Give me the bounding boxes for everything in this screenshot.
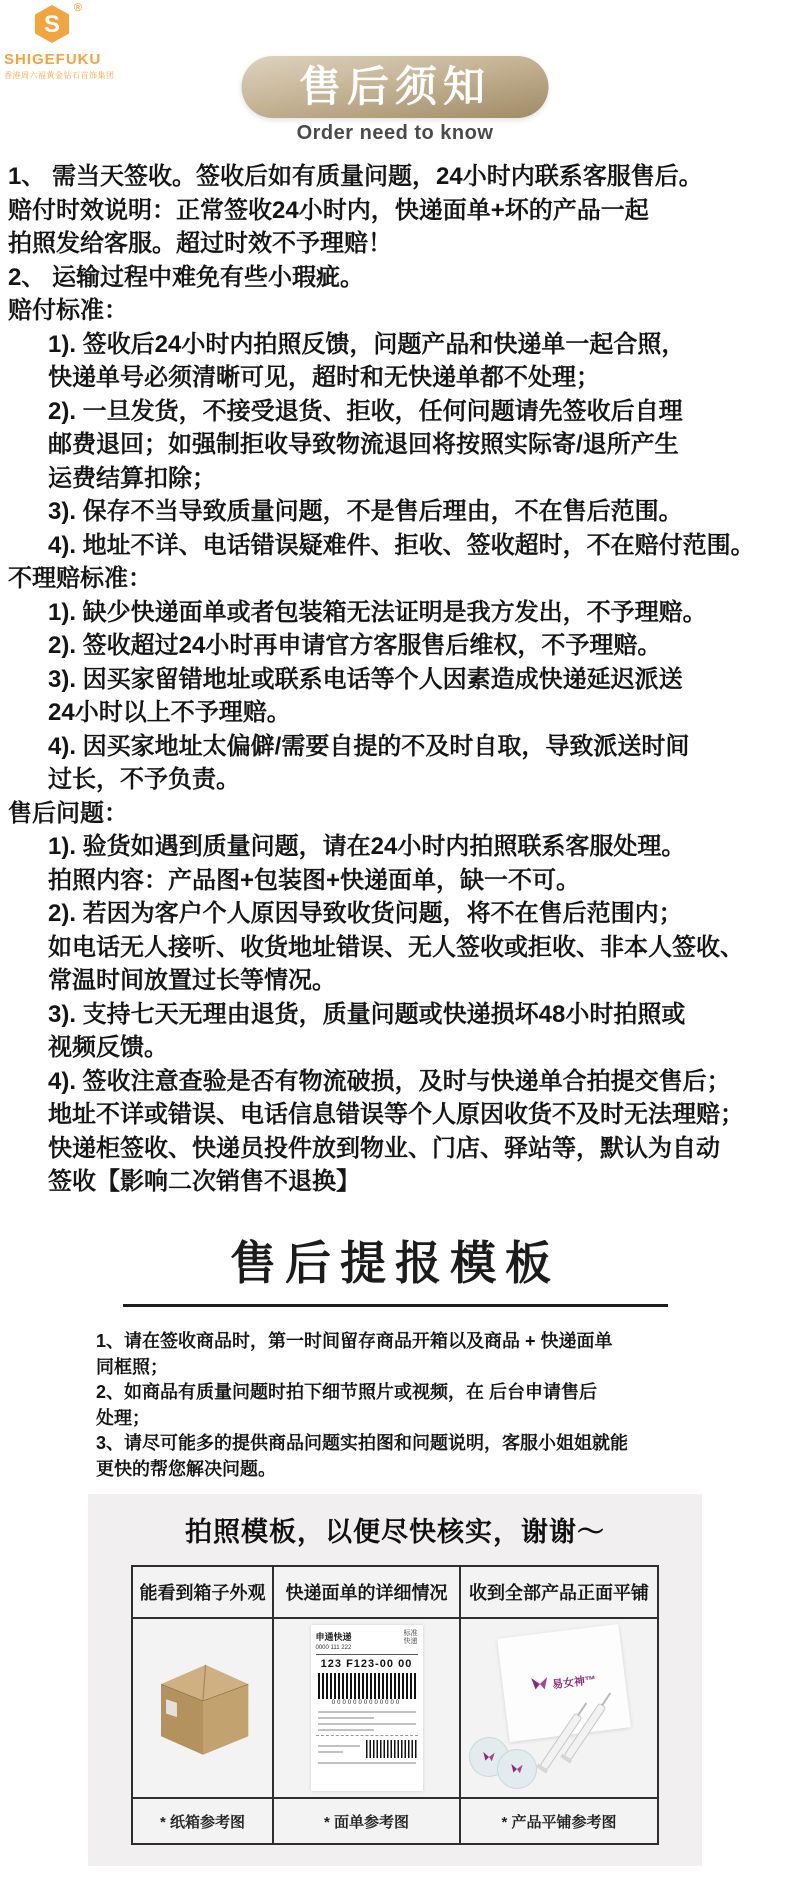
column-header-label: 快递面单的详细情况	[273, 1566, 460, 1618]
instruction-line: 处理；	[96, 1407, 150, 1428]
butterfly-logo-icon	[483, 1752, 495, 1762]
banner-subtitle: Order need to know	[296, 122, 494, 144]
photo-panel-title: 拍照模板，以便尽快核实，谢谢～	[185, 1517, 605, 1548]
instruction-line: 3、请尽可能多的提供商品问题实拍图和问题说明，客服小姐姐就能	[96, 1433, 629, 1454]
product-logo-text: 易女神™	[551, 1674, 597, 1692]
notice-line: 4). 地址不详、电话错误疑难件、拒收、签收超时，不在赔付范围。	[48, 531, 755, 559]
cardboard-box-cell	[132, 1618, 273, 1798]
notice-line: 签收【影响二次销售不退换】	[48, 1168, 360, 1195]
label-placeholder-line	[318, 1711, 416, 1713]
label-placeholder-line	[318, 1729, 374, 1731]
label-placeholder-line	[318, 1723, 416, 1725]
photo-template-table	[131, 1565, 659, 1845]
notice-line: 拍照发给客服。超过时效不予理赔！	[8, 230, 392, 257]
product-flatlay-image	[461, 1619, 657, 1797]
instruction-line: 2、如商品有质量问题时拍下细节照片或视频，在 后台申请售后	[96, 1382, 598, 1403]
photo-template-panel	[88, 1494, 702, 1866]
notice-line: 3). 支持七天无理由退货，质量问题或快递损坏48小时拍照或	[48, 1000, 686, 1028]
instruction-line: 1、请在签收商品时，第一时间留存商品开箱以及商品 + 快递面单	[96, 1331, 613, 1352]
label-placeholder-line	[318, 1762, 416, 1764]
column-header-product: 收到全部产品正面平铺	[460, 1566, 658, 1618]
report-instructions	[96, 1329, 702, 1482]
barcode-digits: 0000000000000	[331, 1700, 402, 1707]
service-type: 标准快递	[403, 1630, 418, 1646]
product-flatlay-cell	[460, 1618, 658, 1798]
notice-line: 邮费退回；如强制拒收导致物流退回将按照实际寄/退所产生	[48, 431, 679, 458]
registered-mark: ®	[73, 2, 82, 14]
aftersales-banner	[242, 56, 549, 118]
notice-line: 赔付标准：	[8, 297, 128, 324]
notice-line: 过长，不予负责。	[48, 766, 240, 793]
notice-line: 4). 因买家地址太偏僻/需要自提的不及时自取，导致派送时间	[48, 732, 690, 760]
notice-line: 地址不详或错误、电话信息错误等个人原因收货不及时无法理赔；	[48, 1101, 744, 1128]
label-placeholder-line	[318, 1751, 343, 1753]
waybill-number: 123 F123-00 00	[316, 1654, 418, 1670]
cardboard-box-image	[140, 1754, 266, 1771]
barcode	[318, 1673, 416, 1699]
brand-name: SHIGEFUKU	[4, 51, 102, 68]
notice-line: 1). 缺少快递面单或者包装箱无法证明是我方发出，不予理赔。	[48, 598, 707, 626]
table-header-row	[132, 1566, 658, 1618]
notice-line: 快递单号必须清晰可见，超时和无快递单都不处理；	[48, 364, 600, 391]
notice-line: 1). 验货如遇到质量问题，请在24小时内拍照联系客服处理。	[48, 833, 686, 860]
column-header-box: 能看到箱子外观	[132, 1566, 273, 1618]
table-caption-row	[132, 1798, 658, 1844]
product-box	[497, 1624, 631, 1742]
label-placeholder-line	[318, 1745, 360, 1747]
notice-list	[0, 152, 790, 1199]
notice-line: 不理赔标准：	[8, 565, 152, 592]
courier-code: 0000 111 222	[315, 1645, 352, 1652]
brand-subtitle: 香港周六福黄金钻石首饰集团	[4, 71, 115, 80]
report-template-title: 售后提报模板	[230, 1236, 560, 1289]
notice-line: 售后问题：	[8, 799, 128, 827]
notice-line: 常温时间放置过长等情况。	[48, 967, 336, 994]
notice-line: 2). 若因为客户个人原因导致收货问题，将不在售后范围内；	[48, 900, 683, 927]
divider-line	[123, 1304, 668, 1307]
notice-line: 24小时以上不予理赔。	[48, 699, 291, 726]
notice-line: 1). 签收后24小时内拍照反馈，问题产品和快递单一起合照，	[48, 330, 686, 358]
notice-line: 3). 保存不当导致质量问题，不是售后理由，不在售后范围。	[48, 498, 683, 525]
courier-name: 申通快递	[315, 1632, 352, 1643]
shipping-label-cell	[273, 1618, 460, 1798]
notice-line: 4). 签收注意查验是否有物流破损，及时与快递单合拍提交售后；	[48, 1067, 731, 1095]
notice-line: 赔付时效说明：正常签收24小时内，快递面单+坏的产品一起	[8, 196, 649, 224]
banner-title: 售后须知	[298, 63, 491, 110]
butterfly-logo-icon	[511, 1764, 523, 1774]
instruction-line: 同框照；	[96, 1356, 168, 1377]
notice-line: 拍照内容：产品图+包装图+快递面单，缺一不可。	[48, 866, 581, 894]
svg-text:S: S	[43, 11, 61, 38]
label-placeholder-line	[318, 1717, 374, 1719]
notice-line: 3). 因买家留错地址或联系电话等个人因素造成快递延迟派送	[48, 665, 683, 693]
barcode-small	[366, 1740, 418, 1758]
shipping-label-image	[311, 1625, 423, 1791]
table-image-row	[132, 1618, 658, 1798]
brand-logo	[4, 2, 115, 81]
hexagon-s-icon	[34, 11, 70, 48]
notice-line: 视频反馈。	[48, 1034, 168, 1061]
notice-line: 快递柜签收、快递员投件放到物业、门店、驿站等，默认为自动	[48, 1134, 720, 1162]
caption-label: * 面单参考图	[273, 1798, 460, 1844]
butterfly-logo-icon	[531, 1676, 549, 1697]
notice-line: 2、 运输过程中难免有些小瑕疵。	[8, 263, 365, 291]
page-header	[0, 0, 790, 152]
notice-line: 2). 一旦发货，不接受退货、拒收，任何问题请先签收后自理	[48, 397, 683, 425]
caption-box: * 纸箱参考图	[132, 1798, 273, 1844]
gel-pod	[497, 1749, 537, 1789]
notice-line: 2). 签收超过24小时再申请官方客服售后维权，不予理赔。	[48, 632, 662, 659]
notice-line: 运费结算扣除；	[48, 464, 216, 492]
caption-product: * 产品平铺参考图	[460, 1798, 658, 1844]
notice-line: 1、 需当天签收。签收后如有质量问题，24小时内联系客服售后。	[8, 163, 703, 190]
notice-line: 如电话无人接听、收货地址错误、无人签收或拒收、非本人签收、	[48, 933, 744, 961]
instruction-line: 更快的帮您解决问题。	[96, 1458, 276, 1479]
